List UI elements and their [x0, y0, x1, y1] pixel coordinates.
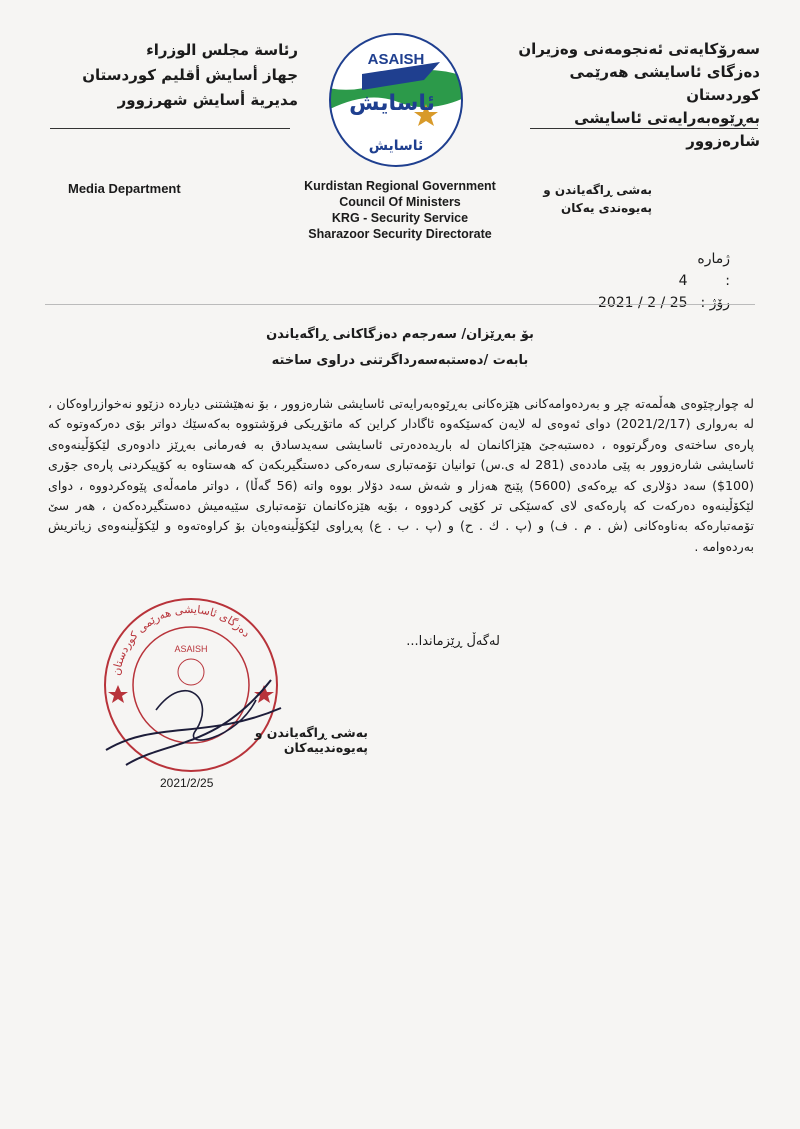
reference-number: [510, 248, 730, 292]
reference-number-label: ژمارە :: [697, 251, 730, 289]
asaish-logo: [328, 32, 464, 168]
reference-date-label: رۆژ :: [700, 295, 730, 311]
gov-line-3: KRG - Security Service: [331, 211, 469, 225]
reference-date-value: 2021 / 2 / 25: [597, 295, 688, 311]
subject-block: [200, 322, 600, 374]
media-department-label: Media Department: [68, 181, 181, 196]
dept-ku-line-1: بەشی ڕاگەیاندن و: [543, 183, 652, 197]
stamp-text-top: ASAISH: [174, 644, 208, 654]
letter-body: لە چوارچێوەی هەڵمەتە چڕ و بەردەوامەکانی هێزەکانی بەڕێوەبەرایەتی ئاسایشی شارەزوور ، بۆ نەهێشتنی دیاردە دزێوو نەخوازراوەکان ، لە بەرواری (2021/2/17) دوای ئەوەی لە لایەن کەسێکەوە ئاگادار کراین کە ماتۆڕیکی فرۆشتووە بەکەسێك دواتر بۆی دەرکەوتوە کە پارەی ساختەی وەرگرتووە ، دەستبەجێ هێزاکانمان لە باریدەدەرتی ئاسایشی سەیدسادق بە فەرمانی بەڕێز دادوەری لێکۆڵینەوەی ئاسایشی شارەزوور بە پێی ماددەی (281 لە ی.س) توانیان تۆمەتباری سەرەکی دەستگیربکەن کە هەستاوە بە کۆپیکردنی پارەی جۆری (100$) سەد دۆلاری کە بڕەکەی (5600) پێنج هەزار و شەش سەد دۆلار بووە واتە (56 گەڵا) ، دواتر مامەڵەی پێوەکردووە ، دوای لێکۆڵینەوە دەرکەت کە پارەکەی لای کەسێکی تر کۆپی کردووە ، بۆیە هێزەکانمان تۆمەتباری سێیەمیش دەستگیردەکەن ، هەر سێ تۆمەتبارەکە بەناوەکانی (ش . م . ف) و (پ . ك . ح) و (پ . ب . ع) پەڕاوی لێکۆڵینەوەیان بۆ کراوەتەوە و لێکۆڵینەوەی زیاتریش بەردەوامە .: [48, 396, 755, 554]
signature-date: 2021/2/25: [160, 776, 214, 790]
header-kurdish-line-1: سەرۆکایەتی ئەنجومەنی وەزیران: [518, 40, 760, 58]
header-kurdish-line-2: دەزگای ئاسایشی هەرێمی کوردستان: [569, 63, 760, 104]
subject-line: بابەت /دەستبەسەرداگرتنی دراوی ساختە: [271, 353, 529, 368]
header-separator: [45, 304, 755, 305]
header-kurdish-line-3: بەڕێوەبەرایەتی ئاسایشی شارەزوور: [574, 109, 760, 150]
gov-line-2: Council Of Ministers: [339, 195, 461, 209]
logo-text-bottom: ئاسایش: [368, 138, 424, 154]
header-kurdish: [500, 38, 760, 153]
reference-date: [510, 292, 730, 314]
reference-number-value: 4: [678, 273, 688, 289]
closing-regards: لەگەڵ ڕێزماندا...: [406, 634, 500, 649]
logo-text-mid: ئاسایش: [349, 91, 435, 116]
recipient-line: بۆ بەڕێزان/ سەرجەم دەزگاکانی ڕاگەیاندن: [266, 327, 534, 342]
header-left-divider: [50, 128, 290, 129]
header-right-divider: [530, 128, 758, 129]
header-arabic: [48, 38, 298, 113]
logo-text-top: ASAISH: [367, 51, 425, 68]
header-arabic-line-1: رئاسة مجلس الوزراء: [146, 41, 298, 59]
dept-kurdish-label: [512, 181, 652, 217]
signatory-label: بەشی ڕاگەیاندن و پەیوەندییەکان: [254, 725, 368, 755]
stamp-ring-text: دەزگای ئاسایشی هەرێمی کوردستان: [109, 602, 253, 677]
dept-ku-line-2: پەیوەندی یەکان: [560, 201, 652, 215]
header-arabic-line-2: جهاز أسايش أقليم كوردستان: [82, 66, 298, 84]
gov-line-4: Sharazoor Security Directorate: [308, 227, 492, 241]
government-block: [280, 178, 520, 242]
gov-line-1: Kurdistan Regional Government: [304, 179, 496, 193]
header-arabic-line-3: مديرية أسايش شهرزوور: [117, 91, 298, 109]
